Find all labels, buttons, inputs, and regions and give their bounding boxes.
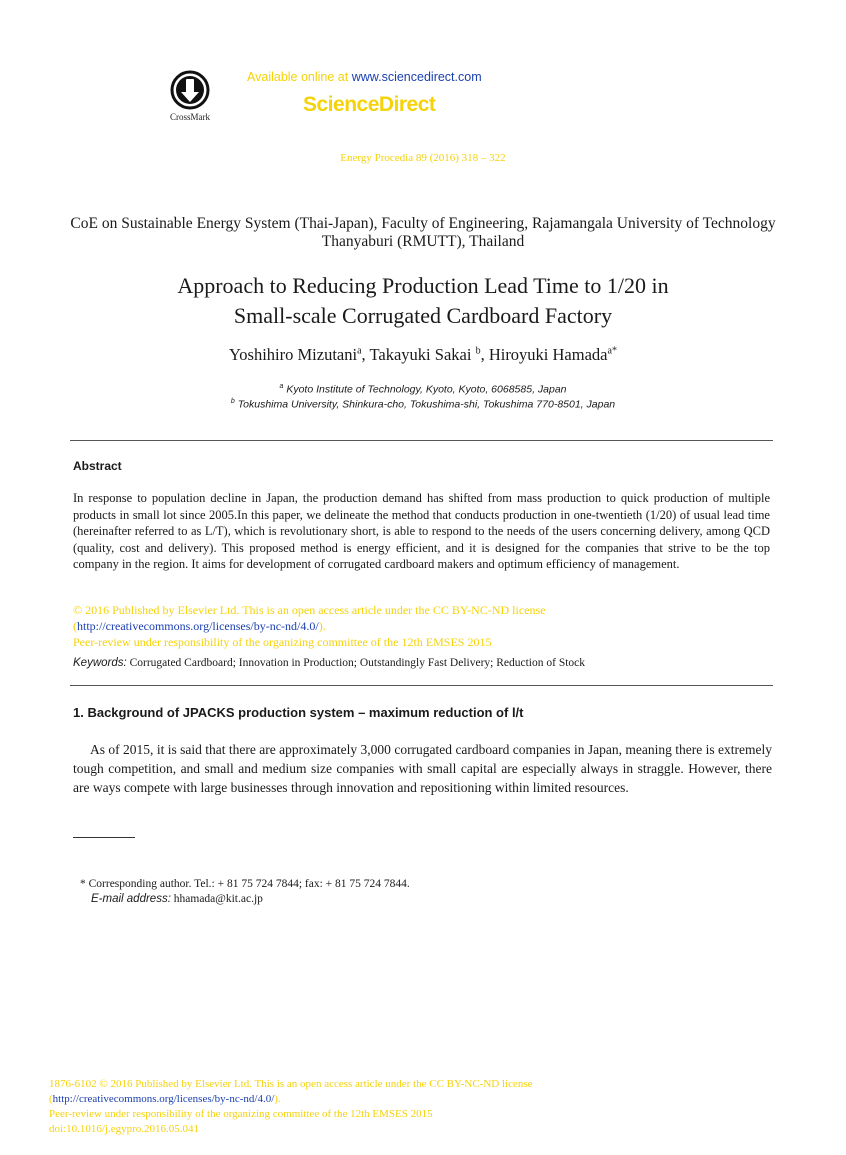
author-sup: a	[357, 345, 362, 357]
bottom-peer-review-line: Peer-review under responsibility of the organizing committee of the 12th EMSES 2015	[49, 1108, 433, 1120]
author-name: Takayuki Sakai	[369, 345, 476, 364]
affiliation-b	[40, 398, 806, 411]
title-line-1: Approach to Reducing Production Lead Time to 1/20 in	[177, 273, 669, 298]
doi-line[interactable]: doi:10.1016/j.egypro.2016.05.041	[49, 1123, 200, 1135]
journal-citation: Energy Procedia 89 (2016) 318 – 322	[340, 152, 506, 164]
bottom-license-link[interactable]: http://creativecommons.org/licenses/by-nc-nd/4.0/	[52, 1093, 275, 1105]
sciencedirect-logo: ScienceDirect	[303, 93, 436, 116]
available-prefix: Available online at	[247, 70, 352, 84]
abstract-heading: Abstract	[73, 459, 122, 473]
divider	[70, 440, 773, 441]
divider	[70, 685, 773, 686]
crossmark-label: CrossMark	[170, 112, 210, 122]
peer-review-statement: Peer-review under responsibility of the organizing committee of the 12th EMSES 2015	[73, 635, 492, 649]
crossmark-badge[interactable]	[162, 70, 218, 122]
footnote-rule	[73, 837, 135, 838]
license-statement: © 2016 Published by Elsevier Ltd. This is an open access article under the CC BY-NC-ND license	[73, 603, 546, 617]
author-sep: ,	[480, 345, 489, 364]
author-name: Hiroyuki Hamada	[488, 345, 608, 364]
license-link[interactable]: http://creativecommons.org/licenses/by-nc-nd/4.0/	[77, 619, 319, 633]
affiliation-sup: a	[279, 383, 284, 390]
author-name: Yoshihiro Mizutani	[229, 345, 358, 364]
sciencedirect-link[interactable]: www.sciencedirect.com	[351, 70, 482, 84]
email-footnote	[91, 893, 263, 905]
email-label: E-mail address:	[91, 893, 171, 905]
affiliation-text: Tokushima University, Shinkura-cho, Tokushima-shi, Tokushima 770-8501, Japan	[237, 398, 616, 411]
affiliation-sup: b	[230, 398, 235, 405]
affiliation-text: Kyoto Institute of Technology, Kyoto, Kyoto, 6068585, Japan	[286, 383, 567, 396]
corresponding-author-footnote: * Corresponding author. Tel.: + 81 75 724 7844; fax: + 81 75 724 7844.	[80, 878, 410, 890]
section-heading: 1. Background of JPACKS production system – maximum reduction of l/t	[73, 705, 524, 720]
title-line-2: Small-scale Corrugated Cardboard Factory	[233, 303, 613, 328]
bottom-license-url-line: (http://creativecommons.org/licenses/by-nc-nd/4.0/).	[49, 1093, 281, 1105]
crossmark-icon	[170, 70, 210, 110]
license-url-line: (http://creativecommons.org/licenses/by-nc-nd/4.0/).	[73, 619, 326, 633]
author-sup: b	[475, 345, 481, 357]
affiliation-a	[40, 383, 806, 396]
available-online-line	[247, 70, 482, 84]
keywords-text: Corrugated Cardboard; Innovation in Production; Outstandingly Fast Delivery; Reduction of Stock	[126, 657, 586, 669]
issn-license-line: 1876-6102 © 2016 Published by Elsevier Ltd. This is an open access article under the CC BY-NC-ND license	[49, 1078, 533, 1090]
author-sup: a*	[607, 345, 617, 357]
conference-affiliation: CoE on Sustainable Energy System (Thai-Japan), Faculty of Engineering, Rajamangala University of Technology Thanyaburi (RMUTT), Thailand	[70, 215, 776, 250]
paper-title	[40, 271, 806, 331]
keywords-line	[73, 657, 585, 669]
keywords-label: Keywords:	[73, 657, 127, 669]
author-list	[40, 345, 806, 365]
section-body: As of 2015, it is said that there are approximately 3,000 corrugated cardboard companies in Japan, meaning there is extremely tough competition, and small and medium size companies with small capital are especially always in straggle. However, there are ways compete with large businesses through innovation and repositioning within limited resources.	[73, 742, 772, 795]
abstract-body: In response to population decline in Japan, the production demand has shifted from mass production to quick production of multiple products in small lot since 2005.In this paper, we delineate the method that conducts production in one-twentieth (1/20) of usual lead time (hereinafter referred to as L/T), which is revolutionary short, is able to respond to the needs of the users concerning delivery, among QCD (quality, cost and delivery). This proposed method is energy efficient, and it is designed for the companies that strive to be the top company in the region. It aims for development of corrugated cardboard makers and optimum efficiency of management.	[73, 491, 770, 571]
author-sep: ,	[361, 345, 370, 364]
email-address[interactable]: hhamada@kit.ac.jp	[170, 893, 263, 905]
